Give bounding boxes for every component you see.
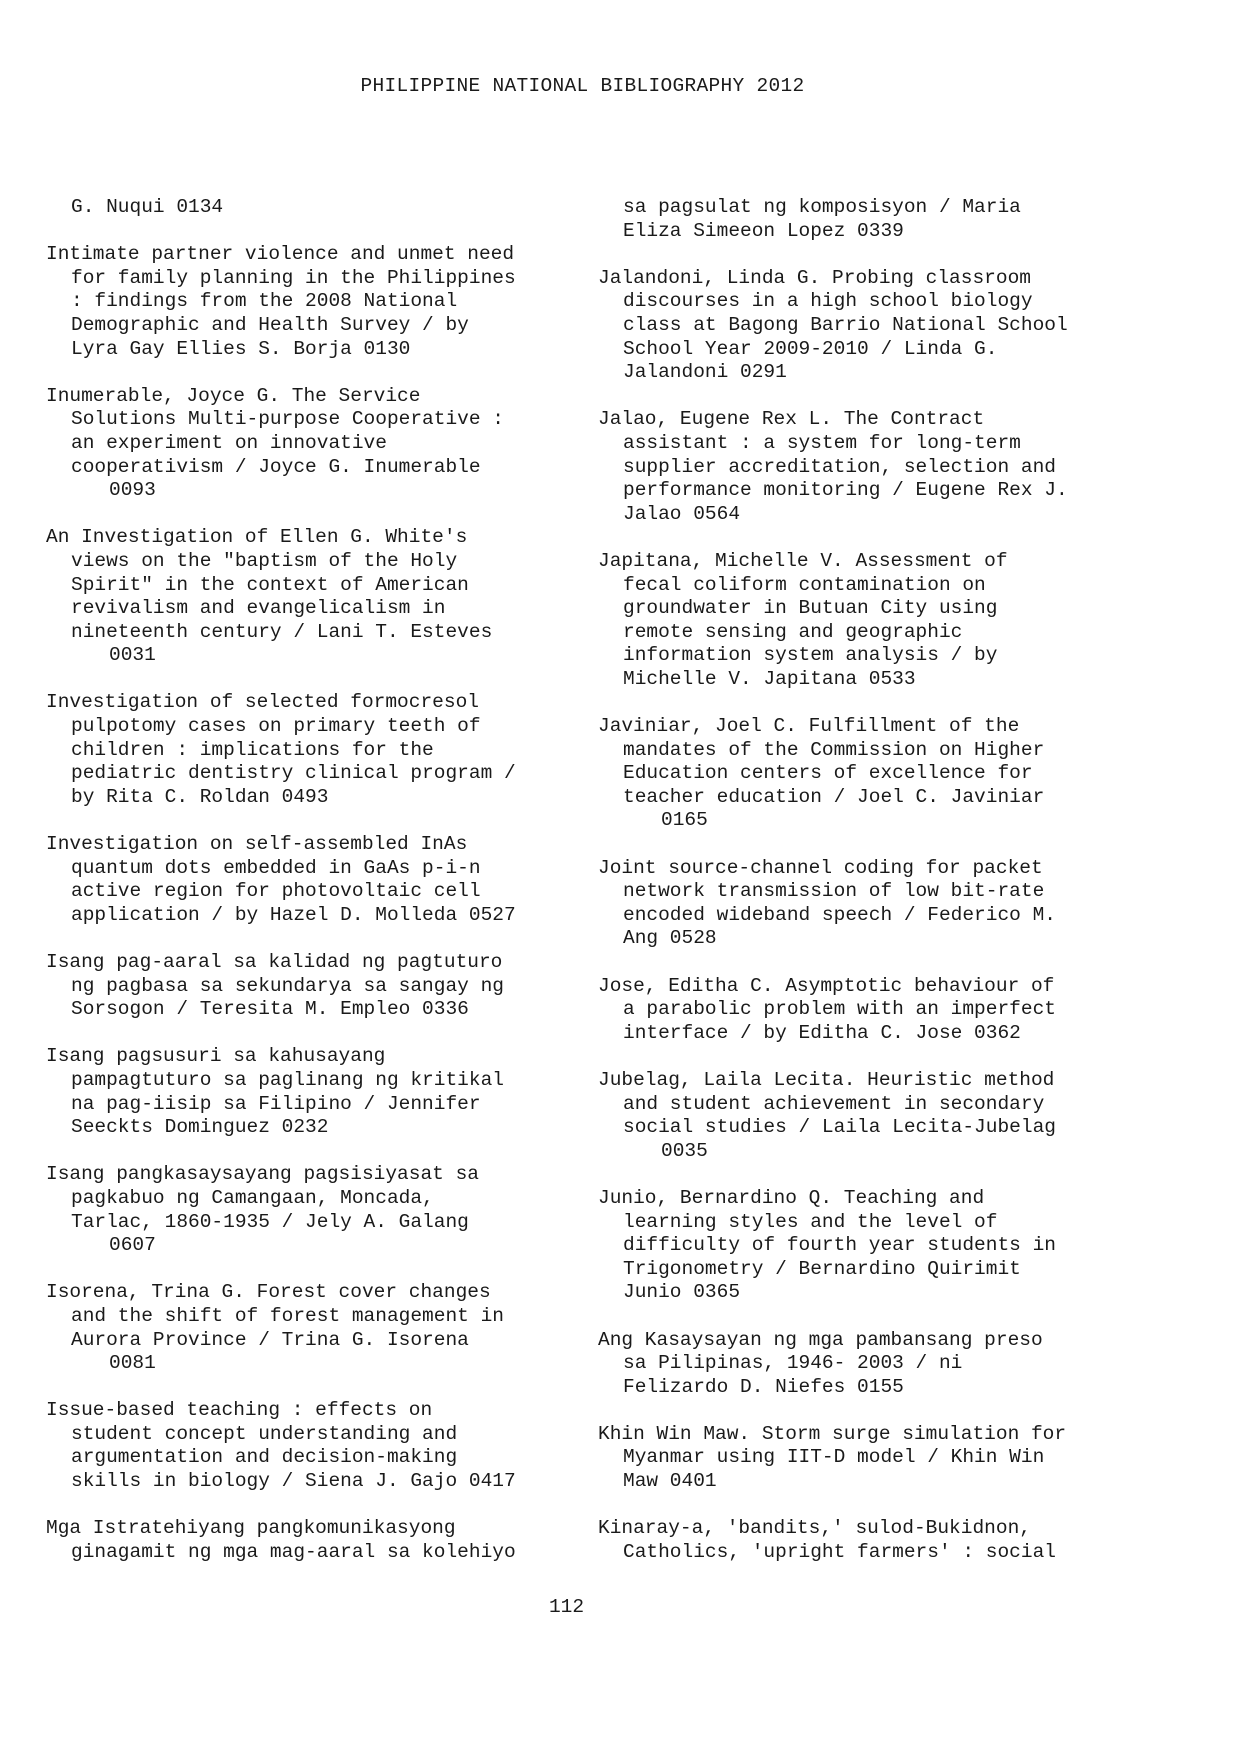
entry-line: argumentation and decision-making (71, 1446, 458, 1469)
entry-line: encoded wideband speech / Federico M. (623, 903, 1056, 926)
entry-line: views on the "baptism of the Holy (71, 549, 458, 572)
entry-line: Kinaray-a, 'bandits,' sulod-Bukidnon, (598, 1517, 1031, 1540)
entry-line: An Investigation of Ellen G. White's (46, 526, 468, 549)
entry-line: children : implications for the (71, 738, 434, 761)
entry-line: performance monitoring / Eugene Rex J. (623, 479, 1068, 502)
entry-line: student concept understanding and (71, 1422, 458, 1445)
bibliography-entry (46, 1281, 566, 1375)
entry-line: Investigation on self-assembled InAs (46, 833, 468, 856)
entry-line: Mga Istratehiyang pangkomunikasyong (46, 1517, 456, 1540)
entry-line: Catholics, 'upright farmers' : social (623, 1540, 1056, 1563)
entry-line: supplier accreditation, selection and (623, 455, 1056, 478)
right-column (598, 196, 1118, 1588)
entry-line: Eliza Simeeon Lopez 0339 (623, 219, 904, 242)
entry-line: Inumerable, Joyce G. The Service (46, 384, 421, 407)
page-number: 112 (548, 1596, 585, 1618)
entry-line: G. Nuqui 0134 (71, 196, 224, 218)
entry-line: by Rita C. Roldan 0493 (71, 785, 329, 808)
entry-line: Tarlac, 1860-1935 / Jely A. Galang (71, 1210, 469, 1233)
entry-line: social studies / Laila Lecita-Jubelag (623, 1116, 1056, 1139)
entry-line: Jalandoni, Linda G. Probing classroom (598, 266, 1031, 289)
entry-line: Education centers of excellence for (623, 762, 1033, 785)
entry-line: 0165 (661, 809, 708, 832)
bibliography-entry (598, 1423, 1118, 1494)
entry-line: for family planning in the Philippines (71, 266, 516, 289)
bibliography-entry (46, 691, 566, 809)
entry-line: Khin Win Maw. Storm surge simulation for (598, 1422, 1067, 1445)
entry-line: 0081 (109, 1352, 156, 1375)
entry-line: Sorsogon / Teresita M. Empleo 0336 (71, 998, 469, 1021)
entry-line: Issue-based teaching : effects on (46, 1399, 433, 1422)
entry-line: Seeckts Dominguez 0232 (71, 1116, 329, 1139)
bibliography-entry (598, 1069, 1118, 1163)
entry-line: assistant : a system for long-term (623, 431, 1021, 454)
bibliography-entry (598, 267, 1118, 385)
bibliography-entry (598, 550, 1118, 692)
entry-line: revivalism and evangelicalism in (71, 597, 446, 620)
entry-line: 0093 (109, 479, 156, 502)
bibliography-entry (598, 408, 1118, 526)
entry-line: ginagamit ng mga mag-aaral sa kolehiyo (71, 1540, 516, 1563)
bibliography-entry (598, 857, 1118, 951)
entry-line: and the shift of forest management in (71, 1304, 504, 1327)
entry-line: discourses in a high school biology (623, 290, 1033, 313)
entry-line: Jubelag, Laila Lecita. Heuristic method (598, 1068, 1055, 1091)
entry-line: sa Pilipinas, 1946- 2003 / ni (623, 1352, 963, 1375)
entry-line: Myanmar using IIT-D model / Khin Win (623, 1446, 1045, 1469)
bibliography-entry (46, 1517, 566, 1564)
entry-line: remote sensing and geographic (623, 620, 963, 643)
entry-line: 0607 (109, 1234, 156, 1257)
entry-line: teacher education / Joel C. Javiniar (623, 785, 1045, 808)
entry-line: Jalao, Eugene Rex L. The Contract (598, 408, 985, 431)
entry-line: Maw 0401 (623, 1470, 717, 1493)
entry-line: pulpotomy cases on primary teeth of (71, 715, 481, 738)
bibliography-entry (46, 196, 566, 220)
entry-line: interface / by Editha C. Jose 0362 (623, 1021, 1021, 1044)
entry-line: Ang 0528 (623, 927, 717, 950)
entry-line: Michelle V. Japitana 0533 (623, 667, 916, 690)
entry-line: Isang pag-aaral sa kalidad ng pagtuturo (46, 951, 503, 973)
entry-line: ng pagbasa sa sekundarya sa sangay ng (71, 974, 504, 997)
entry-line: groundwater in Butuan City using (623, 597, 998, 620)
entry-line: Felizardo D. Niefes 0155 (623, 1375, 904, 1398)
bibliography-entry (598, 715, 1118, 833)
entry-line: and student achievement in secondary (623, 1092, 1045, 1115)
entry-line: Junio 0365 (623, 1281, 741, 1304)
page-header: PHILIPPINE NATIONAL BIBLIOGRAPHY 2012 (360, 75, 805, 97)
entry-line: learning styles and the level of (623, 1210, 998, 1233)
bibliography-entry (46, 833, 566, 927)
entry-line: Spirit" in the context of American (71, 573, 469, 596)
bibliography-entry (598, 1517, 1118, 1564)
bibliography-entry (598, 1187, 1118, 1305)
entry-line: sa pagsulat ng komposisyon / Maria (623, 196, 1021, 218)
bibliography-entry (46, 1045, 566, 1139)
entry-line: an experiment on innovative (71, 431, 387, 454)
entry-line: Intimate partner violence and unmet need (46, 243, 515, 266)
entry-line: nineteenth century / Lani T. Esteves (71, 620, 493, 643)
bibliography-entry (46, 1163, 566, 1257)
entry-line: : findings from the 2008 National (71, 290, 458, 313)
entry-line: 0031 (109, 644, 156, 667)
bibliography-entry (46, 526, 566, 668)
entry-line: Jalandoni 0291 (623, 361, 787, 384)
entry-line: Isang pagsusuri sa kahusayang (46, 1045, 386, 1068)
entry-line: Investigation of selected formocresol (46, 691, 479, 714)
entry-line: Lyra Gay Ellies S. Borja 0130 (71, 337, 411, 360)
entry-line: pagkabuo ng Camangaan, Moncada, (71, 1186, 434, 1209)
entry-line: pediatric dentistry clinical program / (71, 762, 516, 785)
entry-line: Demographic and Health Survey / by (71, 313, 469, 336)
entry-line: difficulty of fourth year students in (623, 1234, 1056, 1257)
entry-line: Aurora Province / Trina G. Isorena (71, 1328, 469, 1351)
entry-line: fecal coliform contamination on (623, 573, 986, 596)
entry-line: School Year 2009-2010 / Linda G. (623, 337, 998, 360)
entry-line: Jalao 0564 (623, 502, 741, 525)
entry-line: class at Bagong Barrio National School (623, 313, 1068, 336)
entry-line: Japitana, Michelle V. Assessment of (598, 549, 1008, 572)
entry-line: network transmission of low bit-rate (623, 880, 1045, 903)
entry-line: Solutions Multi-purpose Cooperative : (71, 408, 504, 431)
entry-line: active region for photovoltaic cell (71, 880, 481, 903)
entry-line: application / by Hazel D. Molleda 0527 (71, 903, 516, 926)
left-column (46, 196, 566, 1588)
entry-line: Joint source-channel coding for packet (598, 856, 1043, 879)
entry-line: Trigonometry / Bernardino Quirimit (623, 1257, 1021, 1280)
entry-line: skills in biology / Siena J. Gajo 0417 (71, 1470, 516, 1493)
entry-line: 0035 (661, 1139, 708, 1162)
entry-line: na pag-iisip sa Filipino / Jennifer (71, 1092, 481, 1115)
entry-line: pampagtuturo sa paglinang ng kritikal (71, 1068, 504, 1091)
bibliography-entry (46, 243, 566, 361)
bibliography-entry (598, 975, 1118, 1046)
entry-line: a parabolic problem with an imperfect (623, 998, 1056, 1021)
entry-line: Isorena, Trina G. Forest cover changes (46, 1281, 491, 1304)
entry-line: mandates of the Commission on Higher (623, 738, 1045, 761)
entry-line: quantum dots embedded in GaAs p-i-n (71, 856, 481, 879)
bibliography-entry (46, 385, 566, 503)
entry-line: Junio, Bernardino Q. Teaching and (598, 1186, 985, 1209)
entry-line: cooperativism / Joyce G. Inumerable (71, 455, 481, 478)
entry-line: information system analysis / by (623, 644, 998, 667)
bibliography-entry (598, 196, 1118, 243)
entry-line: Javiniar, Joel C. Fulfillment of the (598, 715, 1020, 738)
bibliography-entry (598, 1329, 1118, 1400)
bibliography-entry (46, 1399, 566, 1493)
entry-line: Jose, Editha C. Asymptotic behaviour of (598, 974, 1055, 997)
entry-line: Isang pangkasaysayang pagsisiyasat sa (46, 1163, 479, 1186)
entry-line: Ang Kasaysayan ng mga pambansang preso (598, 1328, 1043, 1351)
bibliography-entry (46, 951, 566, 1022)
